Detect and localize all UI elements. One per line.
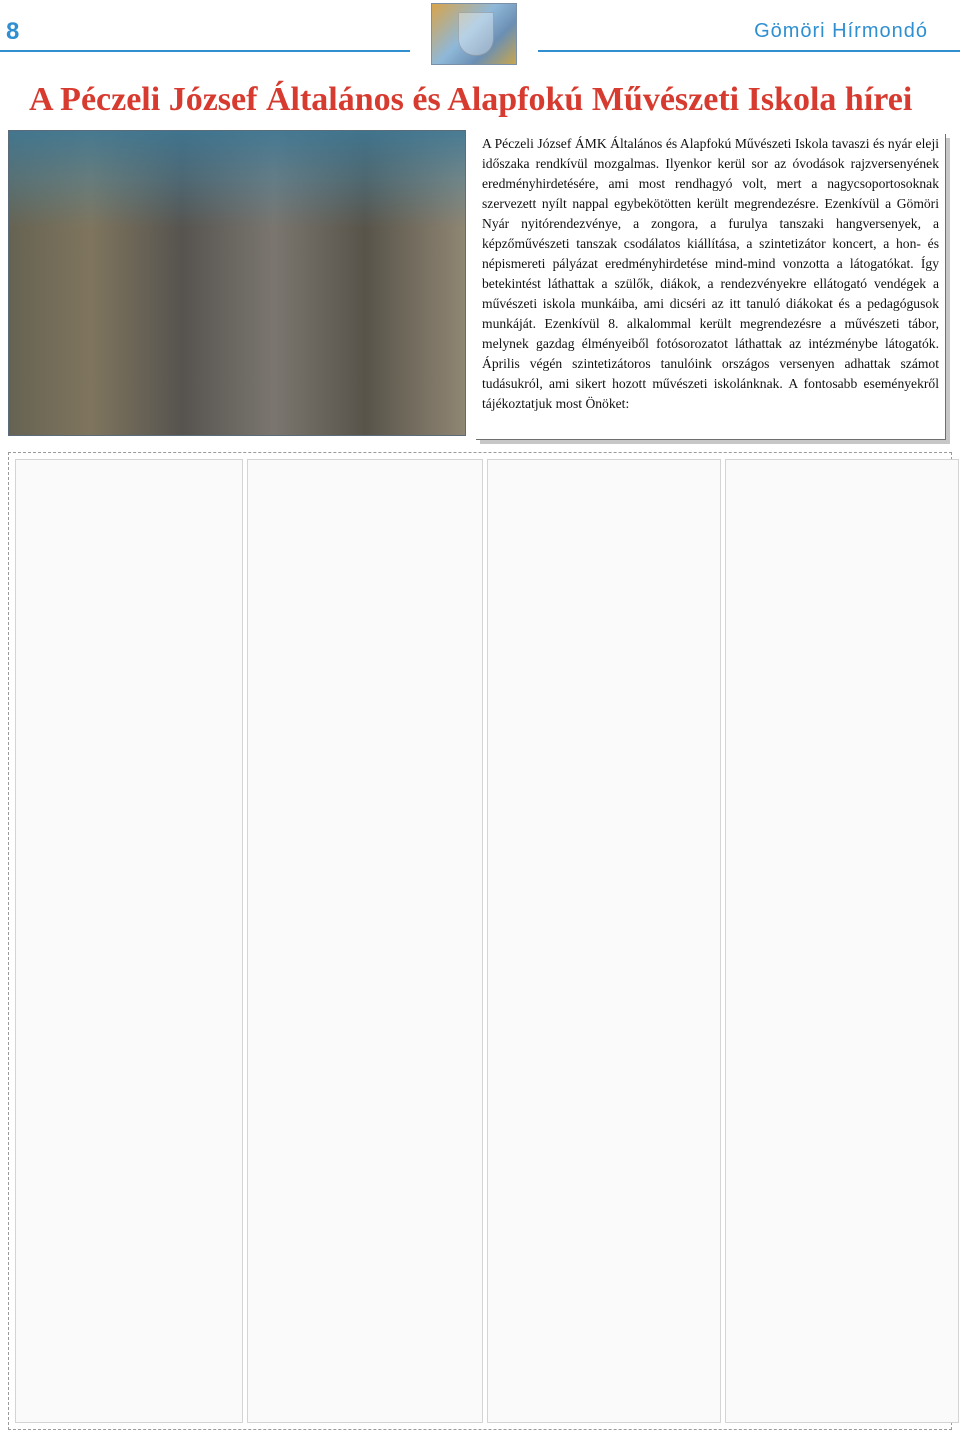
contest-results-column	[247, 459, 483, 1423]
town-coat-of-arms-logo	[431, 3, 517, 65]
intro-paragraph: A Péczeli József ÁMK Általános és Alapfokú Művészeti Iskola tavaszi és nyár eleji időszaka rendkívül mozgalmas. Ilyenkor kerül sor az óvodások rajzversenyének eredményhirdetésére, ami most rendhagyó volt, mert a nagycsoportosoknak szervezett nyílt nappal egybekötötten került megrendezésre. Ezenkívül a Gömöri Nyár nyitórendezvénye, a zongora, a furulya tanszaki hangversenyek, a képzőművészeti tanszak csodálatos kiállítása, a szintetizátor koncert, a hon- és népismereti pályázat eredményhirdetése mind-mind vonzotta a látogatókat. Így betekintést láthattak a szülők, diákok, a rendezvényekre ellátogató vendégek a művészeti iskola munkáiba, ami dicséri az itt tanuló diákokat és a pedagógusok munkáját. Ezenkívül 8. alkalommal került megrendezésre a művészeti tábor, melynek gazdag élményeiből fotósorozatot láthattak az intézménybe látogatók. Április végén szintetizátoros tanulóink országos versenyen adhattak számot tudásukról, ami sikert hozott művészeti iskolánknak. A fontosabb eseményekről tájékoztatjuk most Önöket:	[482, 136, 939, 411]
header-rule-left	[0, 50, 410, 52]
competition-report-column	[487, 459, 721, 1423]
article-body-area	[8, 452, 952, 1430]
winners-column	[725, 459, 959, 1423]
page-header	[0, 0, 960, 70]
ceremony-photo	[8, 130, 466, 436]
headline: A Péczeli József Általános és Alapfokú Művészeti Iskola hírei	[29, 81, 913, 118]
intro-box	[476, 134, 946, 440]
page-number: 8	[6, 18, 20, 45]
masthead: Gömöri Hírmondó	[754, 20, 928, 42]
student-list-column	[15, 459, 243, 1423]
header-rule-right	[538, 50, 960, 52]
